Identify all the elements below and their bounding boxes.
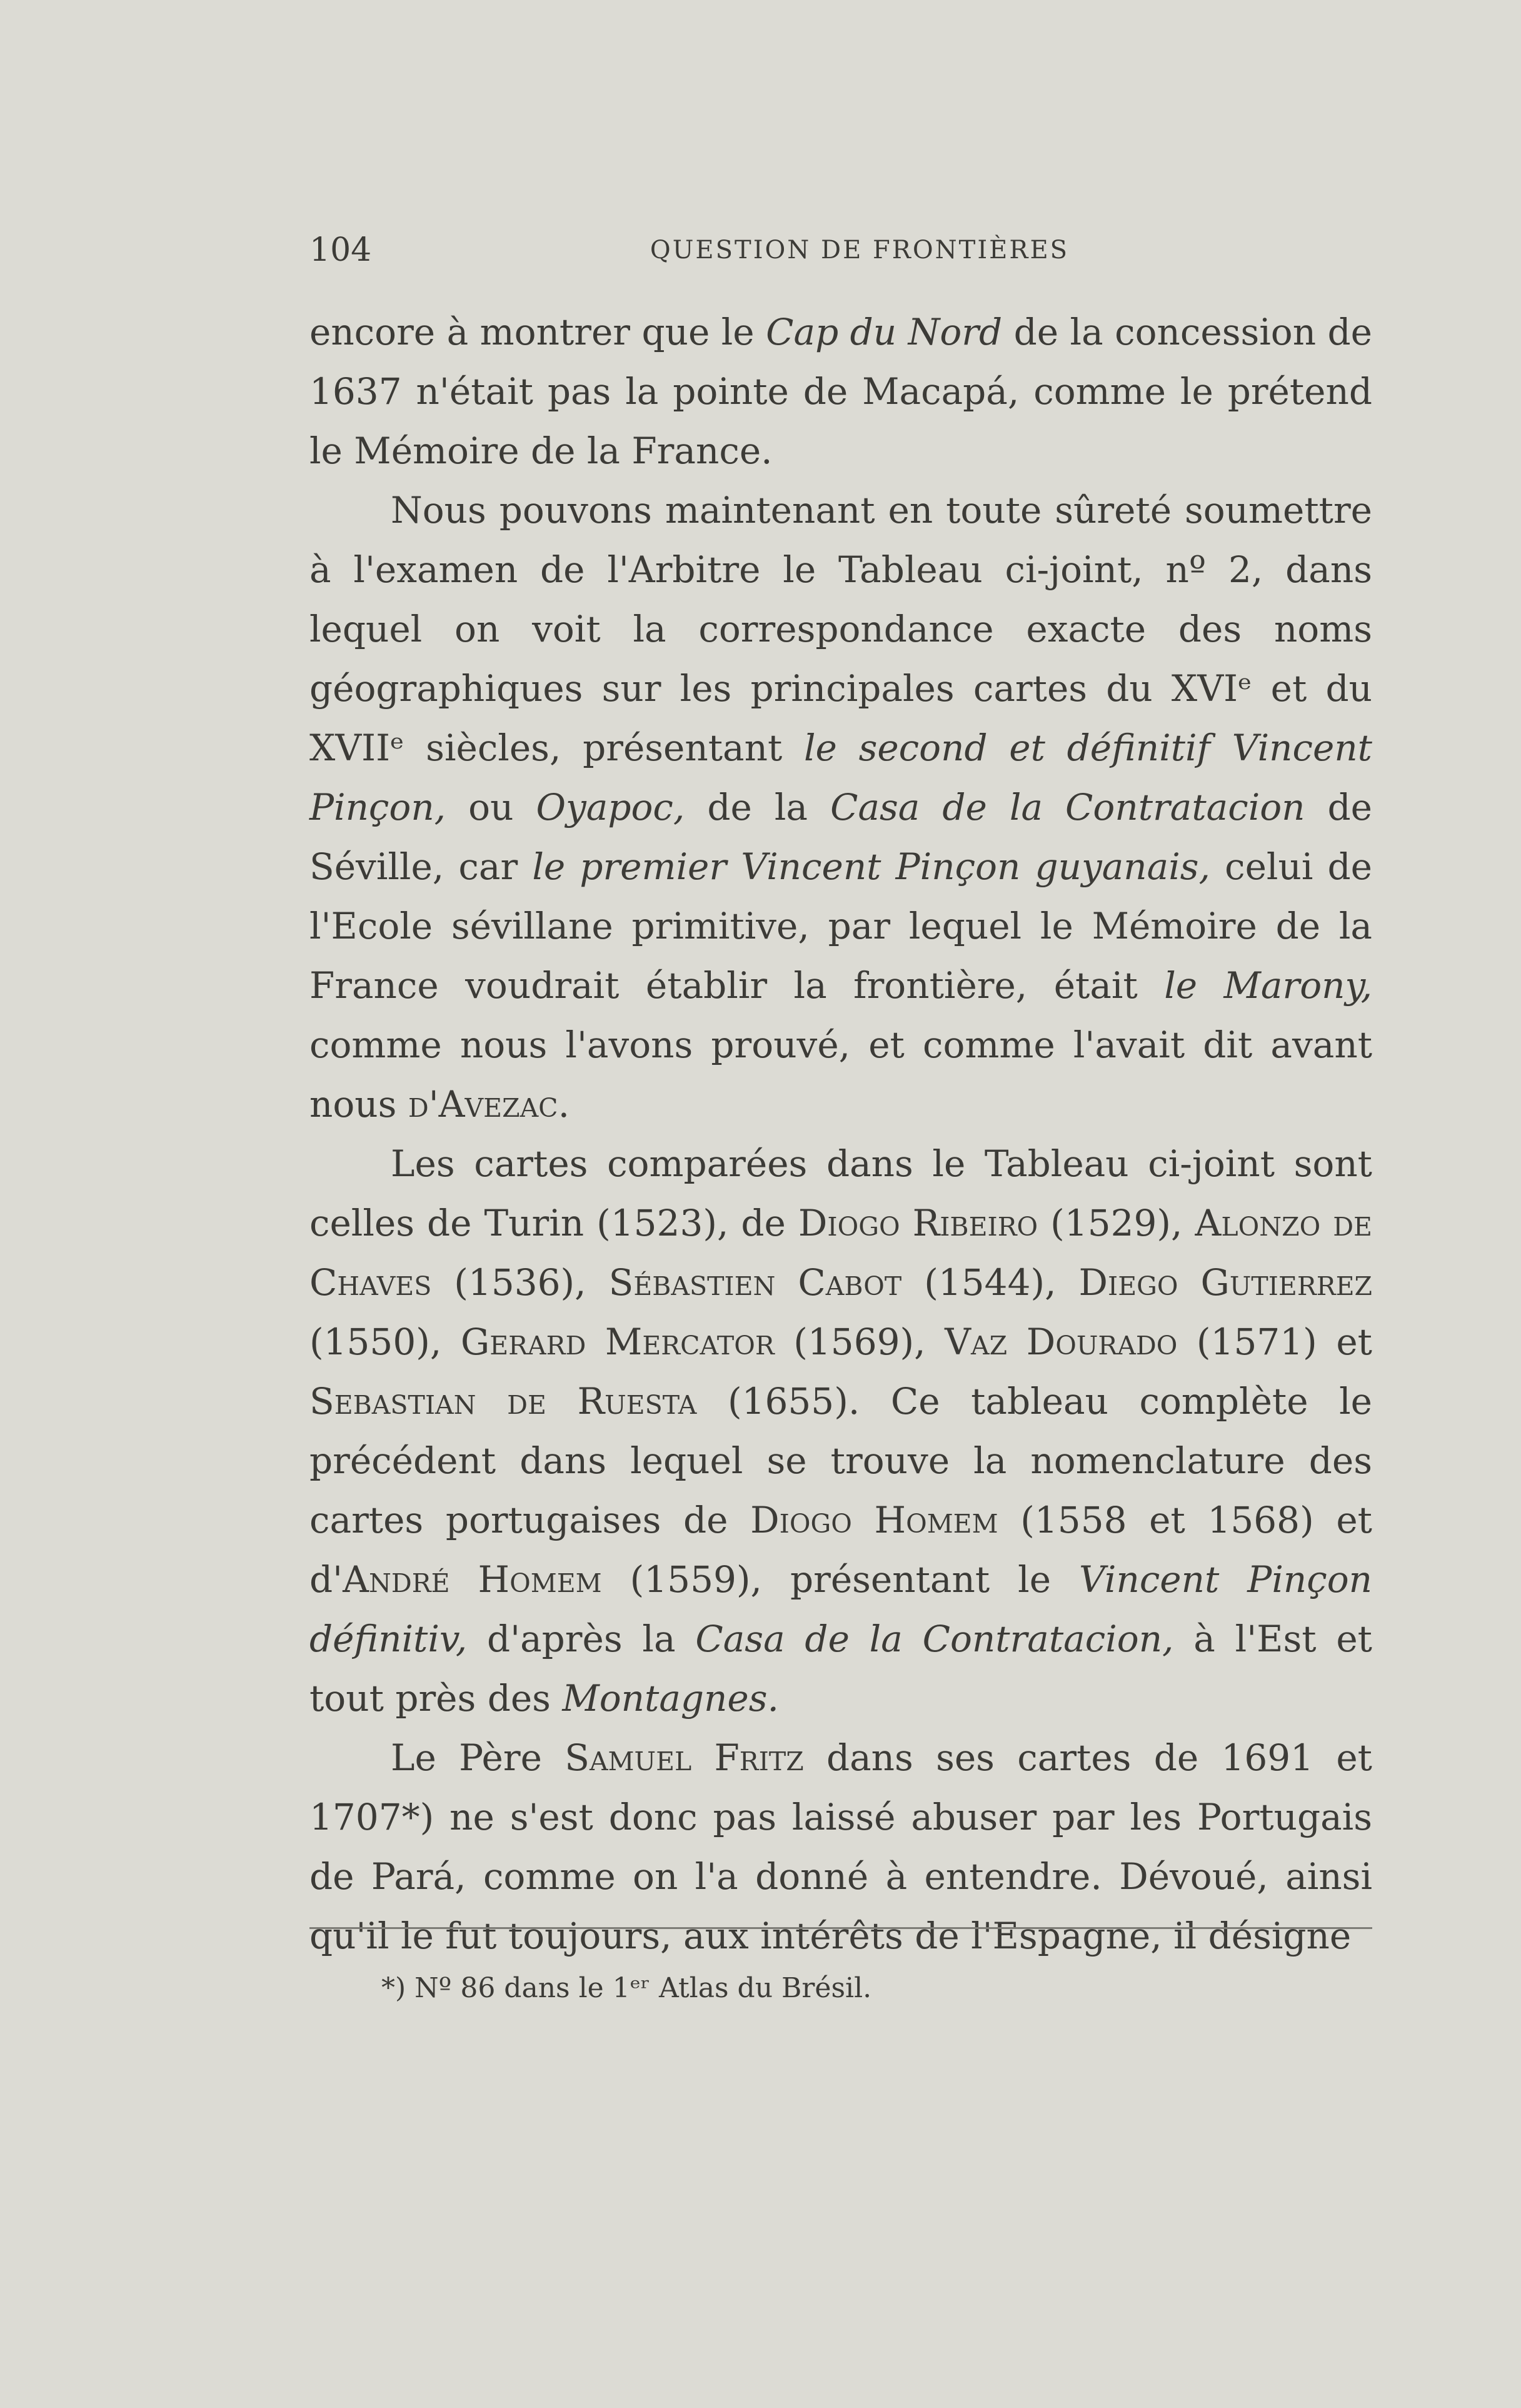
page-number: 104 [309,231,372,269]
paragraph-2: Nous pouvons maintenant en toute sûreté soumettre à l'examen de l'Arbitre le Tableau ci-joint, nº 2, dans lequel on voit la correspondance exacte des noms géographiques sur les principales cartes du XVIᵉ et du XVIIᵉ siècles, présentant le second et définitif Vincent Pinçon, ou Oyapoc, de la Casa de la Contratacion de Séville, car le premier Vincent Pinçon guyanais, celui de l'Ecole sévillane primitive, par lequel le Mémoire de la France voudrait établir la frontière, était le Marony, comme nous l'avons prouvé, et comme l'avait dit avant nous d'Avezac. [309,489,1373,1126]
page-header [309,225,1372,275]
paragraph-4: Le Père Samuel Fritz dans ses cartes de 1691 et 1707*) ne s'est donc pas laissé abuser par les Portugais de Pará, comme on l'a donné à entendre. Dévoué, ainsi qu'il le fut toujours, aux intérêts de l'Espagne, il désigne [309,1736,1372,1957]
footnote-rule [309,1927,1372,1929]
footnote: *) Nº 86 dans le 1ᵉʳ Atlas du Brésil. [381,1972,872,2004]
paragraph-1: encore à montrer que le Cap du Nord de la concession de 1637 n'était pas la pointe de Macapá, comme le prétend le Mémoire de la France. [309,311,1372,472]
running-title: QUESTION DE FRONTIÈRES [650,236,1070,264]
paragraph-3: Les cartes comparées dans le Tableau ci-joint sont celles de Turin (1523), de Diogo Ribeiro (1529), Alonzo de Chaves (1536), Sébastien Cabot (1544), Diego Gutierrez (1550), Gerard Mercator (1569), Vaz Dourado (1571) et Sebastian de Ruesta (1655). Ce tableau complète le précédent dans lequel se trouve la nomenclature des cartes portugaises de Diogo Homem (1558 et 1568) et d'André Homem (1559), présentant le Vincent Pinçon définitiv, d'après la Casa de la Contratacion, à l'Est et tout près des Montagnes. [309,1142,1373,1720]
body-text [309,303,1372,1966]
